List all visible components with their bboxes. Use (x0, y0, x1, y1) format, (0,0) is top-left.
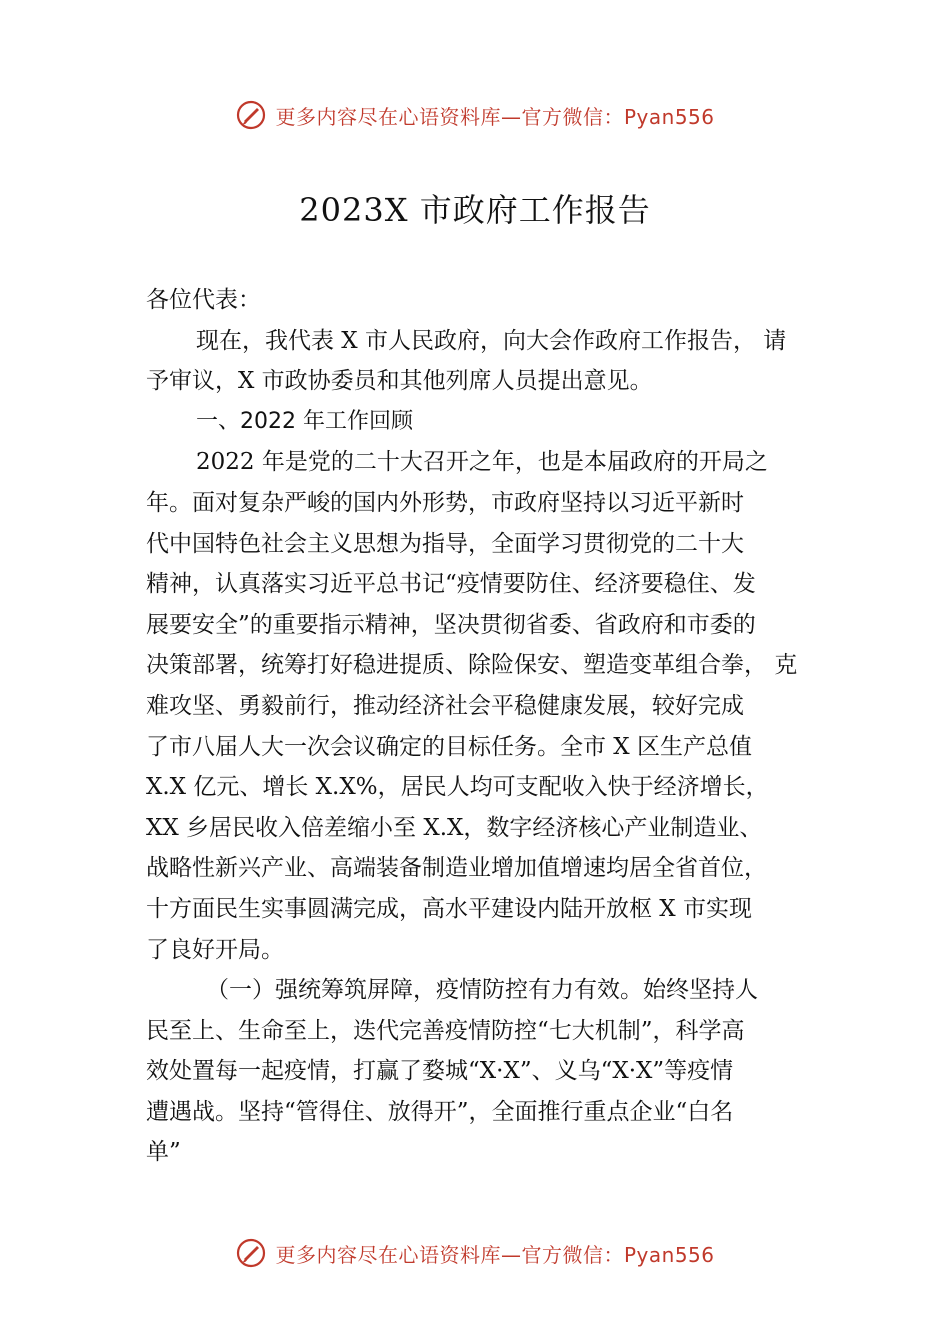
wechat-id: Pyan556 (623, 104, 715, 129)
body-line: 年。面对复杂严峻的国内外形势，市政府坚持以习近平新时 (146, 489, 744, 516)
body-line: 了良好开局。 (146, 936, 284, 963)
body-line: 十方面民生实事圆满完成，高水平建设内陆开放枢 X 市实现 (146, 895, 752, 922)
body-line: 2022 年是党的二十大召开之年，也是本届政府的开局之 (196, 449, 768, 476)
body-line: 了市八届人大一次会议确定的目标任务。全市 X 区生产总值 (146, 733, 752, 760)
banner-text: 更多内容尽在心语资料库—官方微信：Pyan556 (275, 1242, 715, 1267)
salutation: 各位代表： (146, 287, 261, 313)
subsection-line: （一）强统筹筑屏障，疫情防控有力有效。始终坚持人 (206, 977, 758, 1004)
document-body (146, 280, 818, 1173)
body-line: 决策部署，统筹打好稳进提质、除险保安、塑造变革组合拳， 克 (146, 652, 798, 679)
body-line: 现在，我代表 X 市人民政府，向大会作政府工作报告， 请 (196, 327, 787, 354)
body-line: 民至上、生命至上，迭代完善疫情防控“七大机制”，科学高 (146, 1017, 745, 1044)
wechat-id: Pyan556 (623, 1242, 715, 1267)
body-line: 效处置每一起疫情，打赢了婺城“X·X”、义乌“X·X”等疫情 (146, 1058, 734, 1085)
footer-banner (0, 1233, 950, 1273)
brush-logo-icon (235, 99, 267, 131)
body-line: 战略性新兴产业、高端装备制造业增加值增速均居全省首位， (146, 855, 767, 882)
document-title: 2023X 市政府工作报告 (299, 191, 651, 229)
body-line: XX 乡居民收入倍差缩小至 X.X，数字经济核心产业制造业、 (146, 814, 763, 841)
body-line: 难攻坚、勇毅前行，推动经济社会平稳健康发展，较好完成 (146, 692, 744, 719)
body-line: 予审议，X 市政协委员和其他列席人员提出意见。 (146, 368, 653, 395)
banner-text: 更多内容尽在心语资料库—官方微信：Pyan556 (275, 104, 715, 129)
body-line: 代中国特色社会主义思想为指导，全面学习贯彻党的二十大 (146, 530, 744, 557)
header-banner (0, 95, 950, 135)
body-line: 精神，认真落实习近平总书记“疫情要防住、经济要稳住、发 (146, 571, 756, 598)
body-line: 展要安全”的重要指示精神，坚决贯彻省委、省政府和市委的 (146, 611, 756, 638)
brush-logo-icon (235, 1237, 267, 1269)
body-line: X.X 亿元、增长 X.X%，居民人均可支配收入快于经济增长， (146, 774, 769, 801)
body-line: 遭遇战。坚持“管得住、放得开”，全面推行重点企业“白名 (146, 1098, 734, 1125)
section-heading: 一、2022 年工作回顾 (196, 408, 413, 434)
body-line: 单” (146, 1139, 181, 1166)
